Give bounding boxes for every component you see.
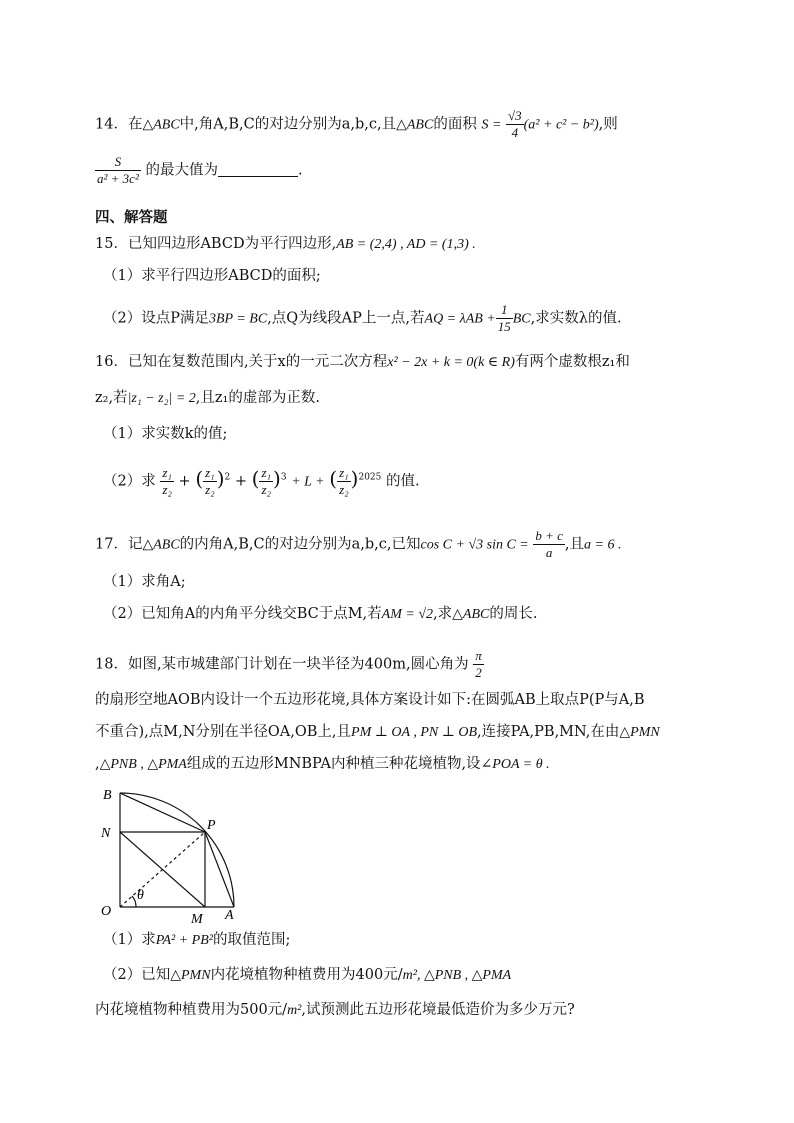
q16-line1: 16．已知在复数范围内,关于x的一元二次方程x² − 2x + k = 0(k ∈ R)有两个虚数根z₁和 — [95, 354, 630, 370]
label-A: A — [225, 908, 234, 923]
label-O: O — [101, 904, 112, 919]
sector-figure — [95, 785, 255, 925]
q16-part2: （2）求 $\frac{\text{z₁}}{\text{z₂}}$ + ( $\frac{\text{z₁}}{\text{z₂}}$ )$^2$ + ( $\frac{\text{z₁}}{\text{z₂}}$ )$^3$ + L + ( $\frac{\text{z₁}}{\text{z₂}}$ )$^{2025}$ 的值. — [103, 465, 420, 497]
q18-part2: （2）已知△PMN内花境植物种植费用为400元/m², △PNB , △PMA — [103, 967, 512, 983]
q16-part1: （1）求实数k的值; — [103, 426, 228, 442]
q15-line1: 15．已知四边形ABCD为平行四边形,AB = (2,4) , AD = (1,3) . — [95, 236, 476, 252]
label-M: M — [191, 912, 203, 925]
q18-part2-cont: 内花境植物种植费用为500元/m²,试预测此五边形花境最低造价为多少万元? — [95, 1002, 575, 1018]
label-N: N — [101, 826, 111, 841]
section-heading: 四、解答题 — [95, 210, 168, 226]
q18-part1: （1）求PA² + PB²的取值范围; — [103, 932, 291, 948]
segment-PB — [120, 793, 205, 832]
answer-blank[interactable] — [218, 162, 298, 177]
q16-line2: z₂,若|z₁ − z₂| = 2,且z₁的虚部为正数. — [95, 390, 320, 406]
q17-line1: 17．记△ABC的内角A,B,C的对边分别为a,b,c,已知cos C + √3 sin C = $\frac{b + c}{a}$ ,且a = 6 . — [95, 528, 622, 560]
q17-part1: （1）求角A; — [103, 574, 186, 590]
q14-ratio: $\frac{S}{\text{a² + 3c²}}$ — [97, 154, 139, 186]
q18-line3: 不重合),点M,N分别在半径OA,OB上,且PM ⊥ OA , PN ⊥ OB,连接PA,PB,MN,在由△PMN — [95, 724, 660, 740]
q14-number: 14．在 — [95, 116, 143, 133]
q14-line1: 14．在△ABC中,角A,B,C的对边分别为a,b,c,且△ABC的面积 S = $\frac{√3}{4}$ (a² + c² − b²),则 — [95, 108, 618, 140]
label-P: P — [207, 818, 216, 833]
q14-line2: $\frac{S}{\text{a² + 3c²}}$ 的最大值为 . — [97, 154, 303, 186]
label-theta: θ — [137, 888, 144, 903]
angle-arc — [132, 896, 136, 907]
q18-line1: 18．如图,某市城建部门计划在一块半径为400m,圆心角为 $\frac{\pi}{2}$ — [95, 648, 482, 680]
q18-line4: ,△PNB , △PMA组成的五边形MNBPA内种植三种花境植物,设∠POA = θ . — [95, 756, 550, 772]
segment-PA — [205, 832, 234, 907]
label-B: B — [103, 788, 112, 803]
q15-part2: （2）设点P满足3BP = BC,点Q为线段AP上一点,若AQ = λAB + $\frac{1}{15}$ BC,求实数λ的值. — [103, 302, 622, 334]
q18-line2: 的扇形空地AOB内设计一个五边形花境,具体方案设计如下:在圆弧AB上取点P(P与A,B — [95, 692, 645, 708]
q17-part2: （2）已知角A的内角平分线交BC于点M,若AM = √2,求△ABC的周长. — [103, 606, 538, 622]
q15-part1: （1）求平行四边形ABCD的面积; — [103, 268, 321, 284]
q14-fraction: $\frac{√3}{4}$ — [508, 108, 522, 140]
